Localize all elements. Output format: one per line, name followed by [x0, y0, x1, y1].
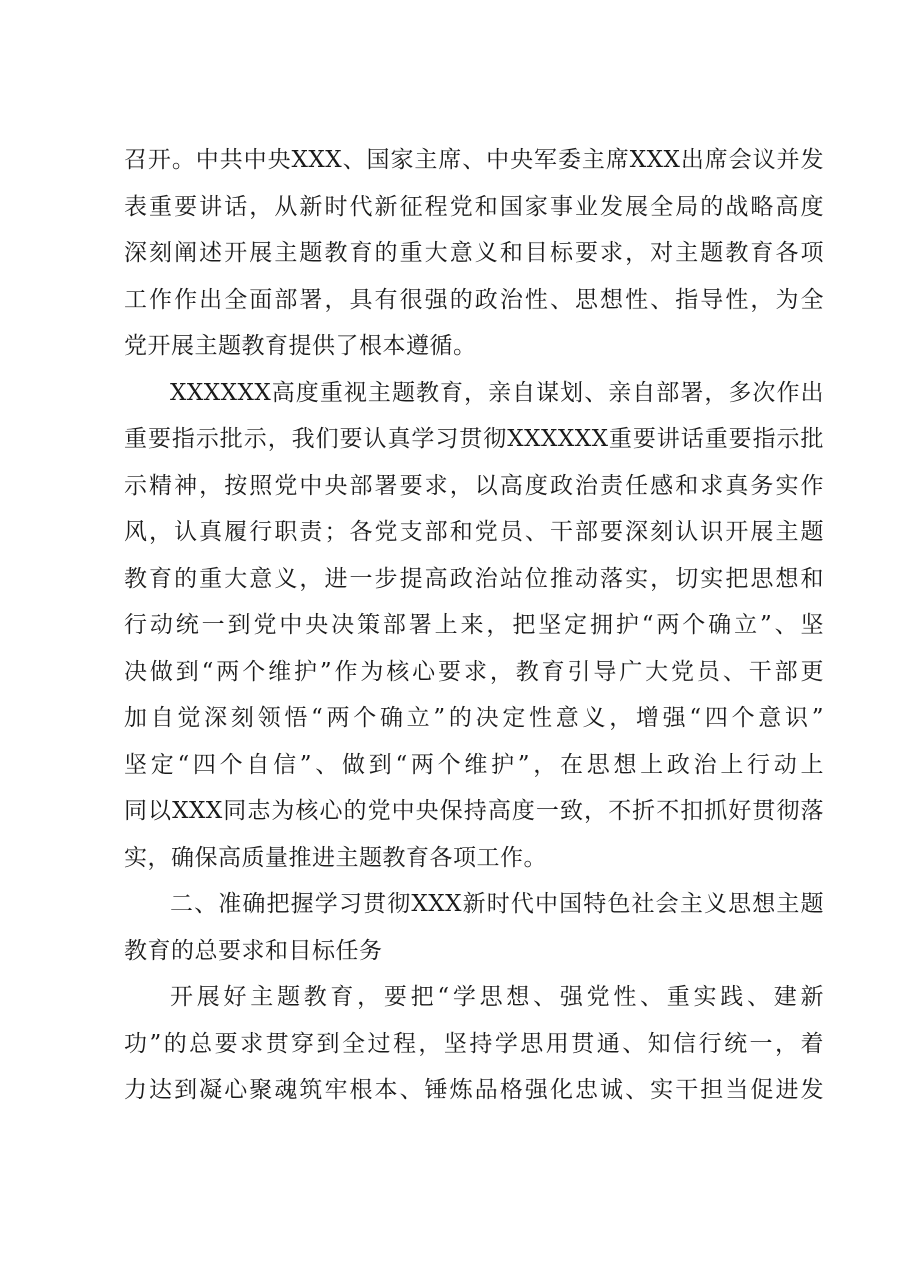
document-body: [124, 137, 824, 1114]
text-line: 表重要讲话，从新时代新征程党和国家事业发展全局的战略高度: [124, 193, 824, 220]
text-line: 深刻阐述开展主题教育的重大意义和目标要求，对主题教育各项: [124, 240, 824, 266]
text-line: 二、准确把握学习贯彻XXX新时代中国特色社会主义思想主题: [170, 891, 824, 917]
text-line: 召开。中共中央XXX、国家主席、中央军委主席XXX出席会议并发: [124, 147, 824, 173]
text-line: 力达到凝心聚魂筑牢根本、锤炼品格强化忠诚、实干担当促进发: [124, 1077, 824, 1103]
paragraph-2: [124, 370, 824, 882]
text-line: XXXXXX高度重视主题教育，亲自谋划、亲自部署，多次作出: [170, 379, 824, 406]
text-line: 坚定“四个自信”、做到“两个维护”，在思想上政治上行动上: [124, 751, 824, 778]
text-line: 开展好主题教育，要把“学思想、强党性、重实践、建新: [170, 984, 824, 1010]
text-line: 重要指示批示，我们要认真学习贯彻XXXXXX重要讲话重要指示批: [124, 426, 824, 452]
text-line: 风，认真履行职责；各党支部和党员、干部要深刻认识开展主题: [124, 519, 824, 545]
text-line: 行动统一到党中央决策部署上来，把坚定拥护“两个确立”、坚: [124, 612, 824, 638]
text-line: 决做到“两个维护”作为核心要求，教育引导广大党员、干部更: [124, 658, 824, 685]
paragraph-1: [124, 137, 824, 370]
text-line: 教育的重大意义，进一步提高政治站位推动落实，切实把思想和: [124, 565, 824, 592]
text-line: 示精神，按照党中央部署要求，以高度政治责任感和求真务实作: [124, 472, 824, 499]
paragraph-4: [124, 974, 824, 1114]
text-line: 加自觉深刻领悟“两个确立”的决定性意义，增强“四个意识”: [124, 705, 824, 731]
text-line: 实，确保高质量推进主题教育各项工作。: [124, 844, 547, 871]
section-heading-2: [124, 881, 824, 974]
text-line: 教育的总要求和目标任务: [124, 937, 383, 964]
text-line: 党开展主题教育提供了根本遵循。: [124, 333, 477, 359]
text-line: 功”的总要求贯穿到全过程，坚持学思用贯通、知信行统一，着: [124, 1030, 824, 1057]
text-line: 同以XXX同志为核心的党中央保持高度一致，不折不扣抓好贯彻落: [124, 798, 824, 824]
text-line: 工作作出全面部署，具有很强的政治性、思想性、指导性，为全: [124, 286, 824, 313]
